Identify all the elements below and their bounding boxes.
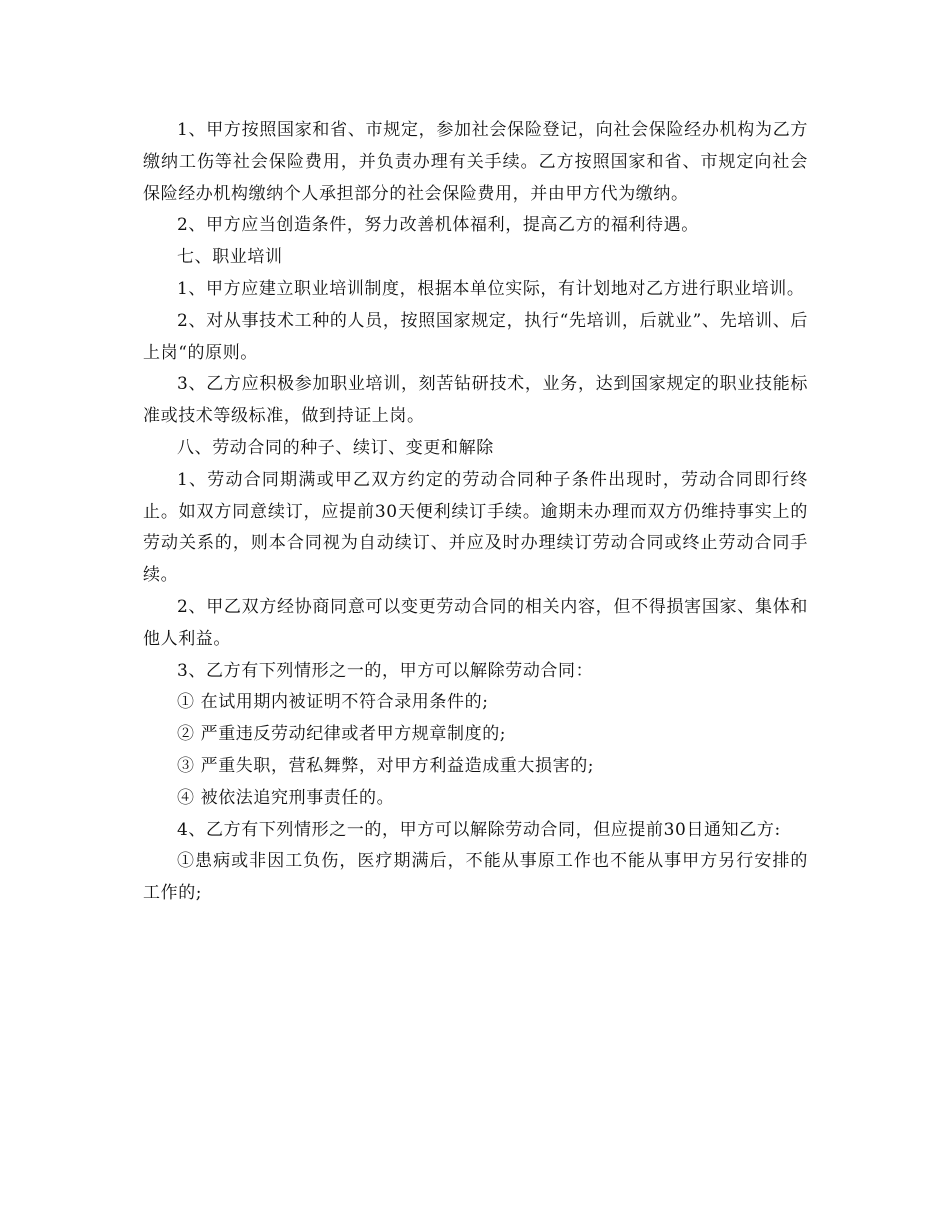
list-item-misconduct: ③ 严重失职，营私舞弊，对甲方利益造成重大损害的; xyxy=(177,755,595,776)
paragraph-social-insurance-2: 2、甲方应当创造条件，努力改善机体福利，提高乙方的福利待遇。 xyxy=(177,215,699,236)
paragraph-training-1: 1、甲方应建立职业培训制度，根据本单位实际，有计划地对乙方进行职业培训。 xyxy=(177,278,805,299)
paragraph-social-insurance-1: 1、甲方按照国家和省、市规定，参加社会保险登记，向社会保险经办机构为乙方缴纳工伤等社会保险费用，并负责办理有关手续。乙方按照国家和省、市规定向社会保险经办机构缴纳个人承担部分的社会保险费用，并由甲方代为缴纳。 xyxy=(143,120,808,204)
paragraph-training-2: 2、对从事技术工种的人员，按照国家规定，执行“先培训，后就业”、先培训、后上岗“的原则。 xyxy=(143,310,808,363)
list-item-probation: ① 在试用期内被证明不符合录用条件的; xyxy=(177,692,489,713)
document-body xyxy=(143,115,808,910)
section-heading-training: 七、职业培训 xyxy=(177,247,283,268)
paragraph-contract-3: 3、乙方有下列情形之一的，甲方可以解除劳动合同： xyxy=(177,660,594,681)
paragraph-contract-4: 4、乙方有下列情形之一的，甲方可以解除劳动合同，但应提前30日通知乙方: xyxy=(177,819,781,840)
paragraph-contract-2: 2、甲乙双方经协商同意可以变更劳动合同的相关内容，但不得损害国家、集体和他人利益。 xyxy=(143,596,808,649)
list-item-discipline: ② 严重违反劳动纪律或者甲方规章制度的; xyxy=(177,724,507,745)
section-heading-contract: 八、劳动合同的种子、续订、变更和解除 xyxy=(177,437,494,458)
paragraph-training-3: 3、乙方应积极参加职业培训，刻苦钻研技术，业务，达到国家规定的职业技能标准或技术等级标准，做到持证上岗。 xyxy=(143,374,808,427)
list-item-criminal: ④ 被依法追究刑事责任的。 xyxy=(177,787,395,808)
list-item-illness: ①患病或非因工负伤，医疗期满后，不能从事原工作也不能从事甲方另行安排的工作的; xyxy=(143,851,808,904)
paragraph-contract-1: 1、劳动合同期满或甲乙双方约定的劳动合同种子条件出现时，劳动合同即行终止。如双方同意续订，应提前30天便利续订手续。逾期未办理而双方仍维持事实上的劳动关系的，则本合同视为自动续订、并应及时办理续订劳动合同或终止劳动合同手续。 xyxy=(143,469,808,586)
